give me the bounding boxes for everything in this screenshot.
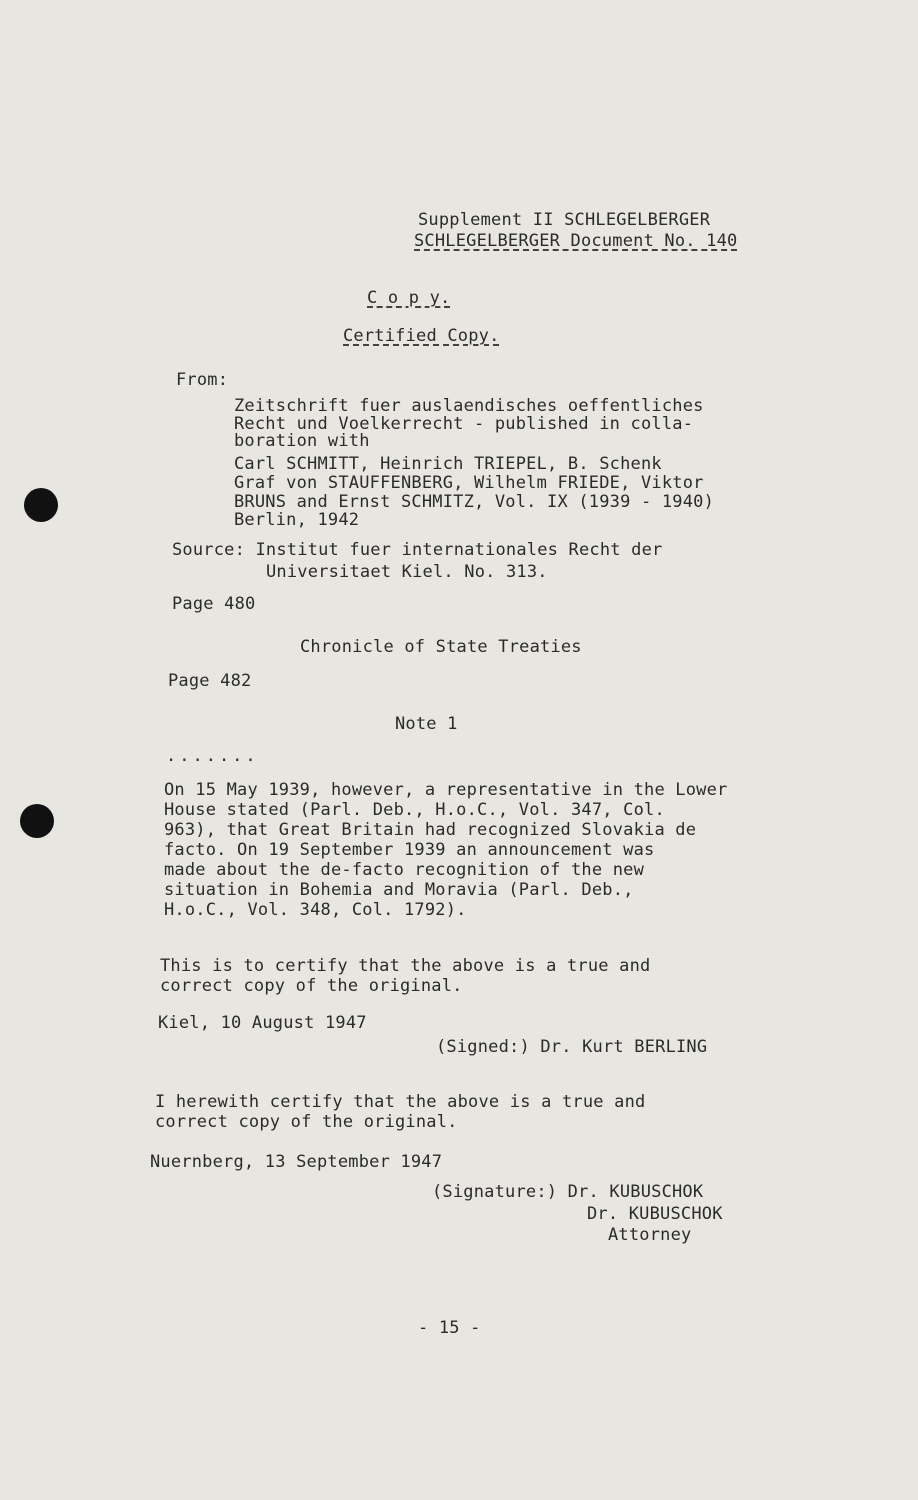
from-line-7: Berlin, 1942 [234,510,360,530]
from-label: From: [176,370,229,390]
header-line-1: Supplement II SCHLEGELBERGER [418,210,711,230]
certify2-line-2: correct copy of the original. [155,1112,458,1132]
body-line-2: House stated (Parl. Deb., H.o.C., Vol. 347, Col. [164,800,665,820]
from-line-6: BRUNS and Ernst SCHMITZ, Vol. IX (1939 - 1940) [234,492,715,512]
punch-hole-bottom [20,804,54,838]
from-line-2: Recht und Voelkerrecht - published in colla- [234,414,694,434]
ellipsis: ....... [166,746,259,766]
certified-copy-title: Certified Copy. [343,326,500,346]
signature2-line-1: (Signature:) Dr. KUBUSCHOK [432,1182,704,1202]
body-line-5: made about the de-facto recognition of the new [164,860,645,880]
certify1-line-2: correct copy of the original. [160,976,463,996]
page-482: Page 482 [168,671,252,691]
signature2-line-3: Attorney [608,1225,692,1245]
source-line-1: Source: Institut fuer internationales Recht der [172,540,663,560]
body-line-6: situation in Bohemia and Moravia (Parl. Deb., [164,880,634,900]
source-line-2: Universitaet Kiel. No. 313. [266,562,548,582]
punch-hole-top [24,488,58,522]
from-line-1: Zeitschrift fuer auslaendisches oeffentliches [234,396,704,416]
place-date-1: Kiel, 10 August 1947 [158,1013,367,1033]
place-date-2: Nuernberg, 13 September 1947 [150,1152,443,1172]
body-line-4: facto. On 19 September 1939 an announcement was [164,840,655,860]
body-line-1: On 15 May 1939, however, a representative in the Lower [164,780,728,800]
page-number: - 15 - [418,1318,481,1338]
body-line-7: H.o.C., Vol. 348, Col. 1792). [164,900,467,920]
from-line-5: Graf von STAUFFENBERG, Wilhelm FRIEDE, Viktor [234,473,704,493]
header-line-2: SCHLEGELBERGER Document No. 140 [414,231,738,251]
chronicle-heading: Chronicle of State Treaties [300,637,582,657]
from-line-3: boration with [234,431,370,451]
page-480: Page 480 [172,594,256,614]
signed-1: (Signed:) Dr. Kurt BERLING [436,1037,708,1057]
certify2-line-1: I herewith certify that the above is a true and [155,1092,646,1112]
body-line-3: 963), that Great Britain had recognized Slovakia de [164,820,697,840]
copy-title: C o p y. [367,288,451,308]
signature2-line-2: Dr. KUBUSCHOK [587,1204,723,1224]
note-heading: Note 1 [395,714,458,734]
certify1-line-1: This is to certify that the above is a true and [160,956,651,976]
from-line-4: Carl SCHMITT, Heinrich TRIEPEL, B. Schenk [234,454,662,474]
